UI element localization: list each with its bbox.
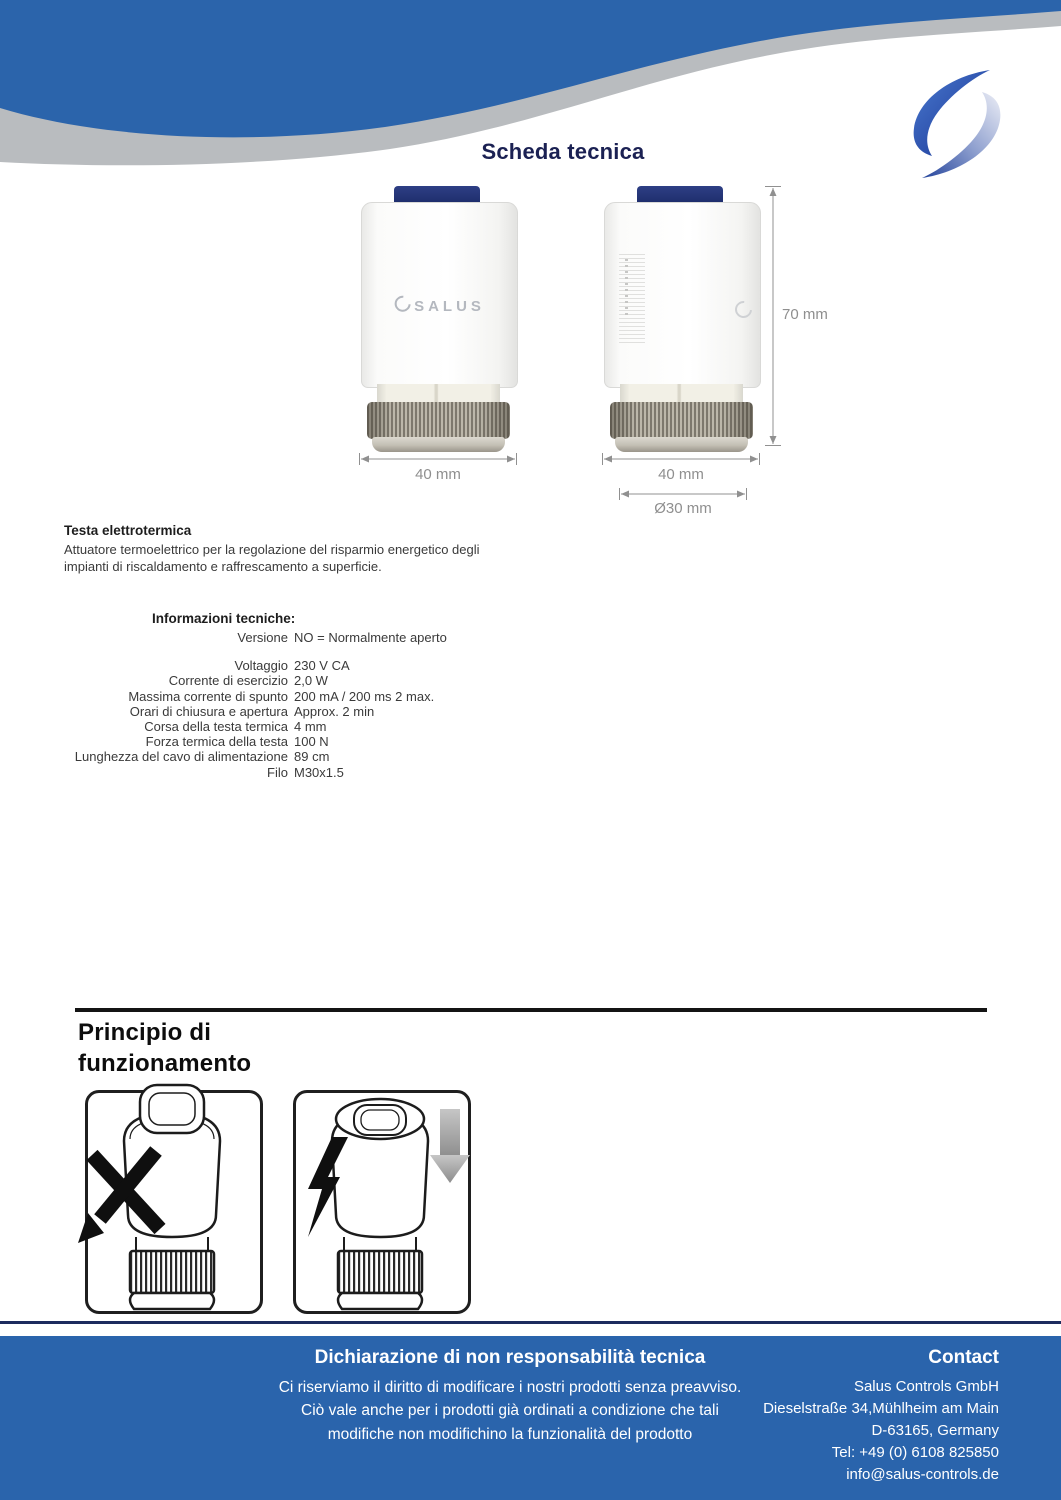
side-label-marks bbox=[625, 255, 628, 315]
spec-row bbox=[55, 658, 615, 673]
spec-row bbox=[55, 689, 615, 704]
contact-line: Dieselstraße 34,Mühlheim am Main bbox=[763, 1400, 999, 1418]
spec-label: Corsa della testa termica bbox=[144, 719, 288, 735]
salus-swirl-icon bbox=[888, 66, 1024, 182]
product-neck bbox=[620, 384, 743, 404]
spec-value: 200 mA / 200 ms 2 max. bbox=[294, 688, 435, 704]
no-power-x-icon bbox=[76, 1141, 171, 1246]
dimension-label-width-left: 40 mm bbox=[415, 466, 461, 483]
spec-label: Forza termica della testa bbox=[145, 734, 288, 750]
side-label-marks bbox=[619, 251, 645, 343]
description-text: Attuatore termoelettrico per la regolazione del risparmio energetico degli impianti di riscaldamento e raffrescamento a superficie. bbox=[64, 542, 480, 575]
spec-row bbox=[55, 765, 615, 780]
spec-label: Versione bbox=[237, 630, 288, 645]
product-photo-side bbox=[603, 183, 761, 455]
lightning-icon bbox=[298, 1137, 356, 1237]
dimension-line-width-left bbox=[358, 452, 518, 466]
footer-divider-line bbox=[0, 1321, 1061, 1324]
disclaimer-text-line: Ciò vale anche per i prodotti già ordinati a condizione che tali bbox=[301, 1402, 719, 1420]
dimension-line-width-right bbox=[601, 452, 761, 466]
spec-row bbox=[55, 719, 615, 734]
down-arrow-icon bbox=[428, 1109, 472, 1193]
contact-block bbox=[669, 1347, 999, 1486]
spec-value: M30x1.5 bbox=[294, 764, 344, 780]
swirl-icon bbox=[732, 298, 756, 322]
spec-value: Approx. 2 min bbox=[294, 703, 375, 719]
tech-info-heading: Informazioni tecniche: bbox=[152, 611, 296, 626]
footer bbox=[0, 1336, 1061, 1500]
diagram-no-power bbox=[85, 1090, 263, 1314]
salus-wordmark: SALUS bbox=[362, 295, 517, 315]
spec-value: 2,0 W bbox=[294, 673, 328, 689]
disclaimer-title: Dichiarazione di non responsabilità tecnica bbox=[314, 1347, 706, 1368]
spec-label: Corrente di esercizio bbox=[168, 673, 288, 689]
diagram-powered bbox=[293, 1090, 471, 1314]
spec-label: Filo bbox=[267, 764, 288, 780]
spec-row bbox=[55, 673, 615, 688]
section-divider bbox=[75, 1008, 987, 1012]
product-neck bbox=[377, 384, 500, 404]
principle-heading: Principio di funzionamento bbox=[78, 1019, 252, 1077]
contact-line: Tel: +49 (0) 6108 825850 bbox=[831, 1444, 999, 1462]
contact-line: D-63165, Germany bbox=[871, 1422, 999, 1440]
product-body bbox=[604, 202, 761, 388]
dimension-line-height bbox=[764, 185, 784, 447]
product-knurl-ring bbox=[367, 402, 510, 439]
dimension-label-width-right: 40 mm bbox=[658, 466, 704, 483]
spec-row bbox=[55, 630, 615, 645]
spec-value: NO = Normalmente aperto bbox=[294, 630, 447, 645]
product-photo-front bbox=[360, 183, 518, 455]
dimension-line-diameter bbox=[618, 487, 748, 501]
spec-value: 4 mm bbox=[294, 719, 327, 735]
description-heading: Testa elettrotermica bbox=[64, 523, 192, 538]
product-knurl-ring bbox=[610, 402, 753, 439]
disclaimer-text-line: Ci riserviamo il diritto di modificare i nostri prodotti senza preavviso. bbox=[278, 1379, 742, 1396]
disclaimer-text-line: modifiche non modifichino la funzionalità del prodotto bbox=[327, 1425, 693, 1443]
contact-line: info@salus-controls.de bbox=[846, 1466, 999, 1484]
page-title: Scheda tecnica bbox=[481, 139, 645, 164]
spec-value: 230 V CA bbox=[294, 658, 350, 674]
dimension-label-height: 70 mm bbox=[782, 306, 828, 323]
product-body bbox=[361, 202, 518, 388]
spec-value: 89 cm bbox=[294, 749, 330, 765]
dimension-label-diameter: Ø30 mm bbox=[654, 500, 712, 517]
contact-lines bbox=[669, 1376, 999, 1486]
spec-value: 100 N bbox=[294, 734, 329, 750]
tech-specs-list bbox=[55, 630, 615, 780]
contact-title: Contact bbox=[928, 1347, 999, 1368]
spec-row bbox=[55, 749, 615, 764]
spec-row bbox=[55, 704, 615, 719]
contact-line: Salus Controls GmbH bbox=[853, 1378, 999, 1395]
spec-label: Lunghezza del cavo di alimentazione bbox=[74, 749, 288, 765]
swirl-icon bbox=[391, 292, 414, 315]
spec-label: Orari di chiusura e apertura bbox=[129, 703, 288, 719]
spec-label: Voltaggio bbox=[234, 658, 288, 674]
spec-row bbox=[55, 734, 615, 749]
spec-label: Massima corrente di spunto bbox=[128, 688, 288, 704]
product-base-ring bbox=[615, 437, 748, 452]
product-base-ring bbox=[372, 437, 505, 452]
